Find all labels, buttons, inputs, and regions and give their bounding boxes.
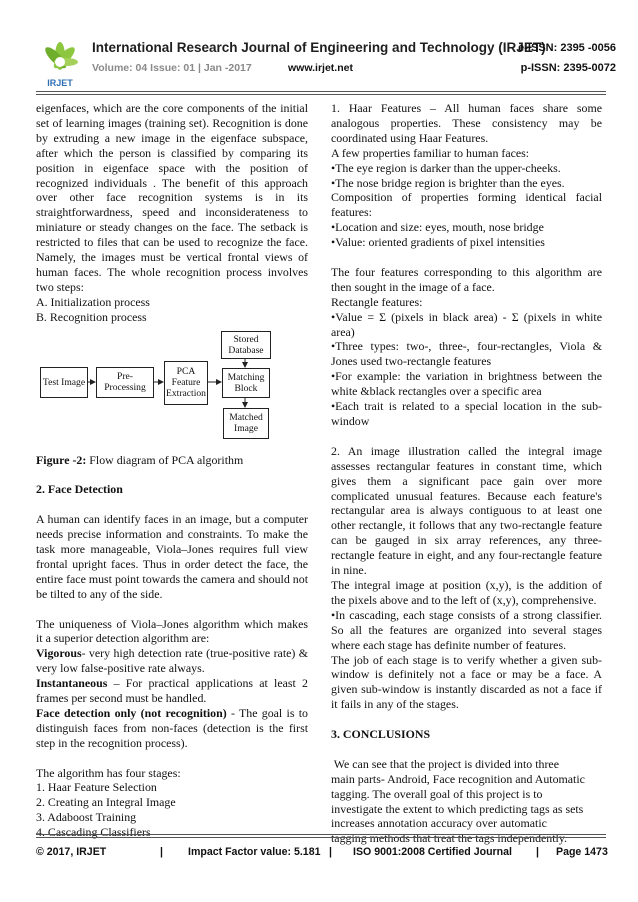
test-image-box: Test Image [40,367,88,398]
stage-item: 2. Creating an Integral Image [36,795,176,810]
pca-flow-diagram [36,331,308,443]
e-issn: e-ISSN: 2395 -0056 [518,42,616,54]
four-features-paragraph: The four features corresponding to this algorithm are then sought in the image of a face. [331,264,602,294]
stage-job-paragraph: The job of each stage is to verify whether a given sub-window is definitely not a face or may be a face. A given sub-window is instantly discarded as not a face if it fails in any of the stages. [331,652,602,712]
cascading-paragraph: •In cascading, each stage consists of a strong classifier. So all the features are organized into several stages where each stage has definite number of features. [331,607,602,652]
conclusion-line: main parts- Android, Face recognition and Automatic [331,771,585,786]
figure-caption [36,453,308,468]
logo-text: IRJET [47,78,73,88]
header-rule-2 [36,94,606,95]
instantaneous-item [36,676,308,706]
face-detection-only-text: - The goal is to distinguish faces from non-faces (detection is the first step in the recognition process). [36,705,308,750]
preprocessing-box: Pre-Processing [96,367,154,398]
uniqueness-paragraph: The uniqueness of Viola–Jones algorithm which makes it a superior detection algorithm are: [36,616,308,646]
rectangle-item: •Each trait is related to a special location in the sub-window [331,399,602,429]
stage-item: 3. Adaboost Training [36,810,137,825]
haar-features-paragraph: 1. Haar Features – All human faces share some analogous properties. These consistency may be coordinated using Haar Features. [331,101,602,145]
composition-item: •Value: oriented gradients of pixel intensities [331,235,545,250]
intro-paragraph: eigenfaces, which are the core components of the initial set of learning images (training set). Recognition is done by extruding a new image in the eigenface subspace, after which the person is classified by comparing its position in eigenface space with the position of recognized individuals . The benefit of this approach over other face recognition systems is in its straightforwardness, speed and inconsiderateness to miniature or steady changes on the face. The setback is restricted to files that can be used to recognize the face. Namely, the images must be vertical frontal views of human faces. The whole recognition process involves two steps: [36,101,308,294]
pca-feature-box: PCA Feature Extraction [164,361,208,405]
section-heading-conclusions: 3. CONCLUSIONS [331,727,431,742]
rectangle-item: •For example: the variation in brightness between the white &black rectangles over a specific area [331,369,602,399]
footer-rule [36,834,606,835]
rectangle-item: •Value = Σ (pixels in black area) - Σ (pixels in white area) [331,309,602,339]
property-item: •The eye region is darker than the upper-cheeks. [331,160,561,175]
volume-info: Volume: 04 Issue: 01 | Jan -2017 [92,62,252,74]
right-column [331,101,602,846]
footer-copyright: © 2017, IRJET [36,846,107,858]
footer-separator: | [160,846,163,858]
step-item: B. Recognition process [36,309,147,324]
instantaneous-text: – For practical applications at least 2 frames per second must be handled. [36,676,308,706]
vigorous-text: - very high detection rate (true-positive rate) & very low false-positive rate always. [36,646,308,676]
conclusion-line: increases annotation accuracy over automatic [331,816,547,831]
irjet-logo [38,38,82,88]
matching-block-box: Matching Block [222,368,270,398]
vigorous-item [36,646,308,676]
integral-image-paragraph: 2. An image illustration called the integral image assesses rectangular features in constant time, which gives them a significant pace gain over more complicated unusual features. Because each feature's rectangular area is always contiguous to at least one other rectangle, it follows that any two-rectangle feature can be gauged in six array references, any three-rectangle feature in eight, and any four-rectangle feature in nine. [331,443,602,578]
conclusion-line: We can see that the project is divided into three [331,756,559,771]
journal-title: International Research Journal of Engineering and Technology (IRJET) [92,40,546,55]
header-rule [36,91,606,92]
stage-item: 4. Cascading Classifiers [36,825,151,840]
instantaneous-label: Instantaneous [36,676,108,691]
vigorous-label: Vigorous [36,646,82,661]
composition-paragraph: Composition of properties forming identical facial features: [331,190,602,220]
integral-definition-paragraph: The integral image at position (x,y), is the addition of the pixels above and to the left of (x,y), comprehensive. [331,577,602,607]
conclusion-line: tagging. The overall goal of this project is to [331,786,543,801]
conclusion-line: investigate the extent to which predicting tags as sets [331,801,584,816]
footer-separator: | [536,846,539,858]
page-header [30,30,620,90]
footer-page-number: Page 1473 [556,846,608,858]
stage-item: 1. Haar Feature Selection [36,780,157,795]
stages-intro: The algorithm has four stages: [36,765,181,780]
left-column [36,101,308,840]
matched-image-box: Matched Image [223,408,269,439]
rectangle-features-heading: Rectangle features: [331,294,423,309]
rectangle-item: •Three types: two-, three-, four-rectangles, Viola & Jones used two-rectangle features [331,339,602,369]
footer-separator: | [329,846,332,858]
section-heading-face-detection: 2. Face Detection [36,482,123,497]
p-issn: p-ISSN: 2395-0072 [520,62,616,74]
figure-caption-text: Flow diagram of PCA algorithm [86,452,244,467]
website-link[interactable]: www.irjet.net [288,62,353,74]
face-detection-only-item [36,706,308,751]
step-item: A. Initialization process [36,294,150,309]
properties-intro: A few properties familiar to human faces: [331,145,530,160]
footer-iso: ISO 9001:2008 Certified Journal [353,846,512,858]
footer-rule-2 [36,837,606,838]
footer-impact-factor: Impact Factor value: 5.181 [188,846,321,858]
composition-item: •Location and size: eyes, mouth, nose bridge [331,220,544,235]
figure-label: Figure -2: [36,452,87,467]
stored-database-box: Stored Database [221,331,271,359]
conclusion-line: tagging methods that treat the tags independently. [331,831,567,846]
property-item: •The nose bridge region is brighter than the eyes. [331,175,565,190]
face-detection-only-label: Face detection only (not recognition) [36,705,227,720]
face-detection-paragraph: A human can identify faces in an image, but a computer needs precise information and constraints. To make the task more manageable, Viola–Jones requires full view frontal upright faces. Thus in order detect the face, the entire face must point towards the camera and should not be tilted to any of the side. [36,512,308,601]
